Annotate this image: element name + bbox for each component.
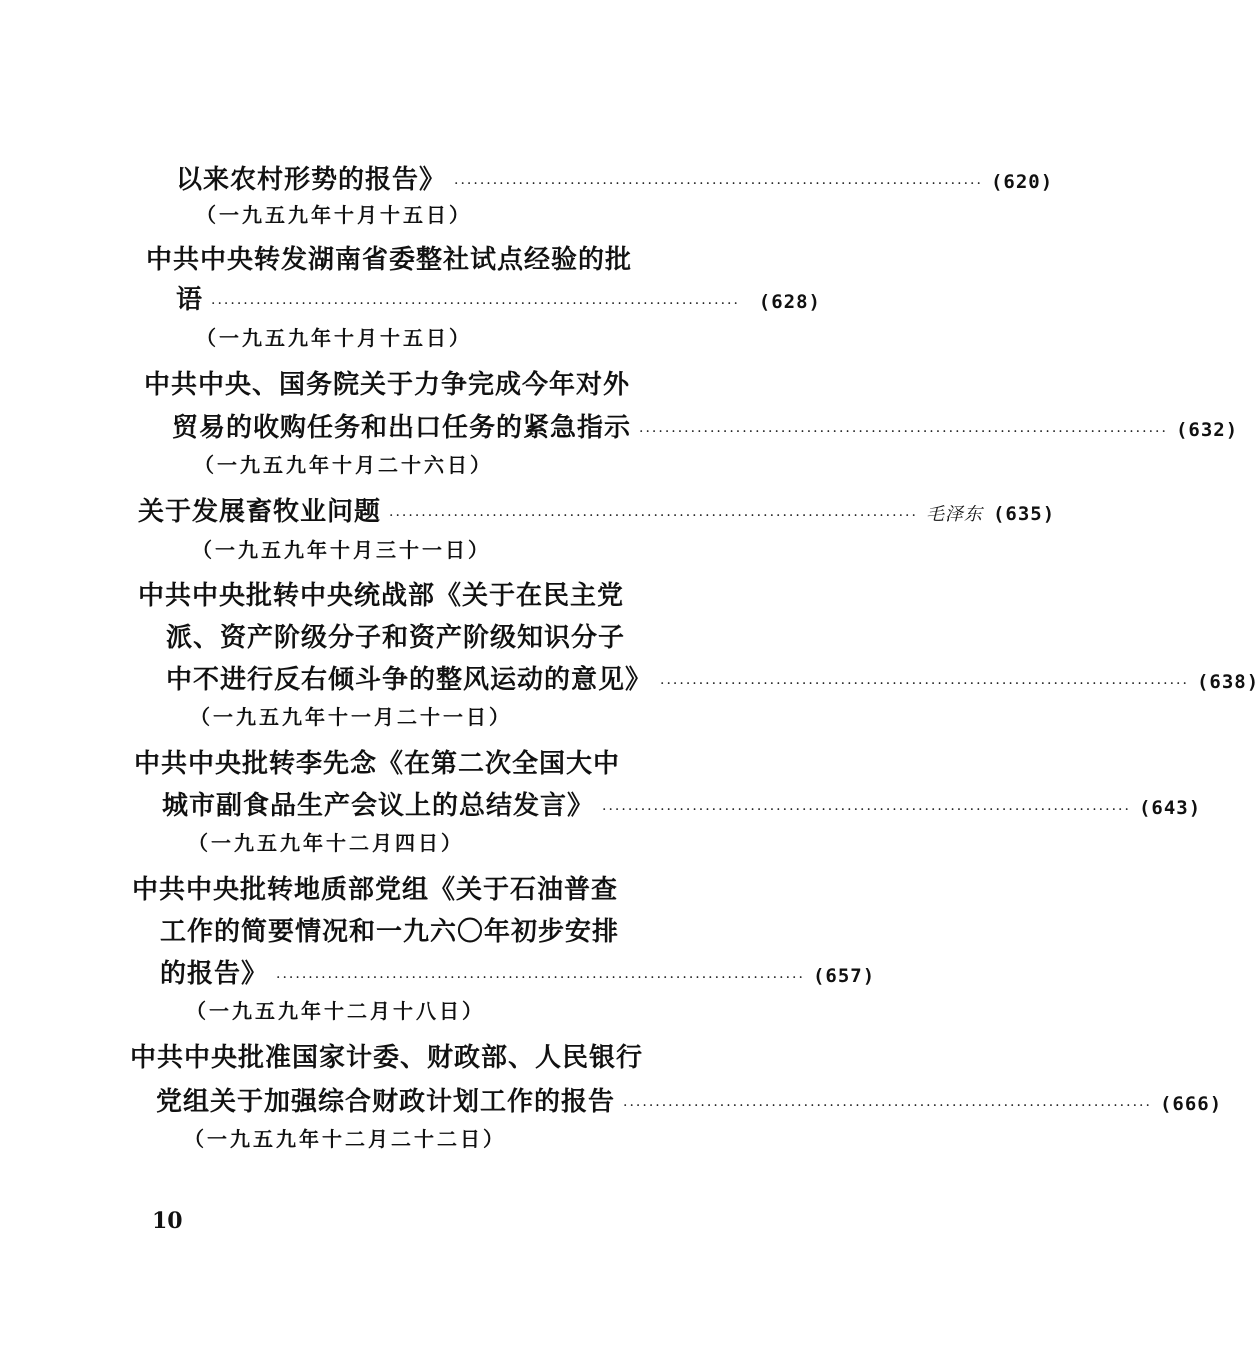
page-reference: (620) (990, 171, 1054, 193)
toc-entry-title: 派、资产阶级分子和资产阶级知识分子 (166, 623, 626, 653)
toc-entry-line (130, 1040, 643, 1076)
toc-entry-title: 中共中央批转李先念《在第二次全国大中 (134, 749, 621, 779)
page-reference: (666) (1159, 1093, 1223, 1115)
toc-entry-line (176, 282, 821, 322)
toc-entry-title: 中共中央转发湖南省委整社试点经验的批 (146, 245, 633, 275)
leader-dots: ·················································································· (602, 802, 1131, 818)
page-reference: (643) (1138, 797, 1202, 819)
leader-dots: ·················································································· (454, 176, 983, 192)
entry-date: （一九五九年十月三十一日） (192, 538, 491, 562)
leader-dots: ·················································································· (660, 676, 1189, 692)
toc-entry-line (166, 620, 625, 656)
leader-dots: ·················································································· (623, 1098, 1152, 1114)
toc-entry-line (132, 872, 618, 908)
entry-date: （一九五九年十月十五日） (196, 203, 472, 227)
toc-entry-line (156, 1084, 1223, 1124)
toc-entry-title: 城市副食品生产会议上的总结发言》 (162, 791, 595, 821)
entry-date: （一九五九年十月二十六日） (194, 453, 493, 477)
page-reference: (657) (812, 965, 876, 987)
toc-entry-title: 的报告》 (160, 959, 269, 989)
toc-entry-line (172, 410, 1239, 450)
entry-date: （一九五九年十二月二十二日） (184, 1127, 506, 1151)
leader-dots: ·················································································· (639, 424, 1168, 440)
leader-dots: ·················································································· (389, 508, 918, 524)
author-name: 毛泽东 (925, 504, 983, 525)
page-reference: (628) (758, 291, 821, 313)
toc-entry-line (160, 914, 619, 950)
toc-entry-line (162, 788, 1202, 828)
toc-entry-title: 中共中央批转地质部党组《关于石油普查 (132, 875, 619, 905)
toc-entry-title: 语 (176, 285, 204, 315)
entry-date: （一九五九年十月十五日） (196, 326, 472, 350)
toc-entry-line (176, 162, 1054, 202)
toc-entry-line (144, 367, 630, 403)
toc-entry-line (166, 662, 1259, 702)
toc-entry-title: 贸易的收购任务和出口任务的紧急指示 (172, 413, 632, 443)
toc-entry-title: 中不进行反右倾斗争的整风运动的意见》 (166, 665, 653, 695)
page-reference: (638) (1196, 671, 1259, 693)
toc-entry-title: 党组关于加强综合财政计划工作的报告 (156, 1087, 616, 1117)
toc-entry-line (138, 494, 1056, 534)
leader-dots: ·················································································· (276, 970, 805, 986)
toc-entry-title: 以来农村形势的报告》 (176, 165, 447, 195)
entry-date: （一九五九年十一月二十一日） (190, 705, 512, 729)
toc-entry-title: 关于发展畜牧业问题 (138, 497, 382, 527)
toc-entry-line (138, 578, 624, 614)
page-reference: (635) (992, 503, 1056, 525)
toc-entry-title: 中共中央批转中央统战部《关于在民主党 (138, 581, 625, 611)
page-number: 10 (152, 1208, 183, 1234)
toc-entry-title: 工作的简要情况和一九六〇年初步安排 (160, 917, 620, 947)
leader-dots: ·················································································· (211, 296, 740, 312)
toc-entry-line (134, 746, 620, 782)
toc-entry-title: 中共中央批准国家计委、财政部、人民银行 (130, 1043, 644, 1073)
entry-date: （一九五九年十二月十八日） (186, 999, 485, 1023)
page-reference: (632) (1175, 419, 1239, 441)
toc-entry-title: 中共中央、国务院关于力争完成今年对外 (144, 370, 631, 400)
entry-date: （一九五九年十二月四日） (188, 831, 464, 855)
toc-entry-line (160, 956, 876, 996)
toc-entry-line (146, 242, 632, 278)
